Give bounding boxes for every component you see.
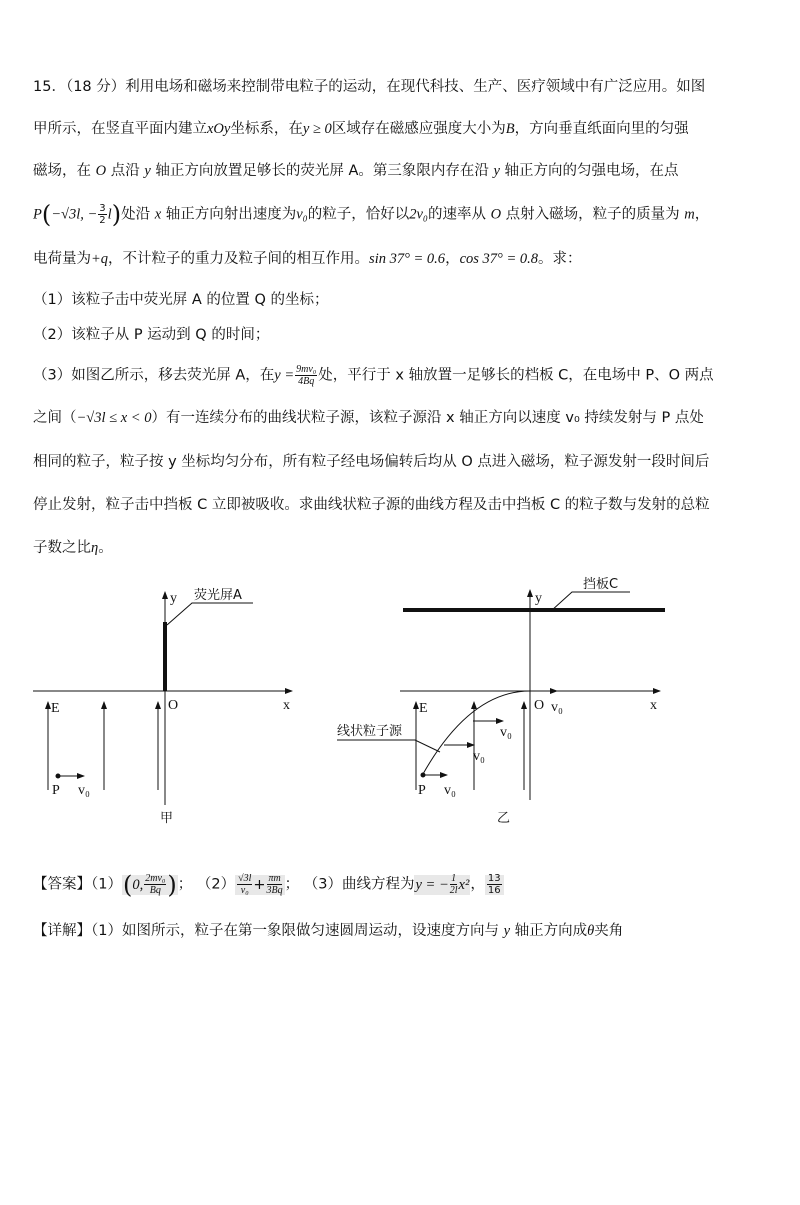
v0-label: v₀ [444,783,456,798]
numerator: 1 [451,873,457,884]
denominator: Bq [149,885,161,896]
text: ，不计粒子的重力及粒子间的相互作用。 [108,251,370,267]
q-line-2 [33,118,689,140]
text: 点沿 [110,163,140,179]
y-label: y [170,591,177,606]
numerator: πm [268,873,281,884]
question-number: 15． [33,79,66,95]
text: 轴正方向射出速度为 [165,206,297,223]
math: 0, [132,876,144,893]
answer-tag: 【答案】 [33,876,91,893]
origin-label: O [168,698,179,713]
math: y [503,923,511,939]
math: 2v₀ [409,206,428,223]
text: （2） [196,876,236,893]
math: O [490,206,502,223]
text: 甲所示，在竖直平面内建立 [33,121,207,137]
sub-question-1: （1）该粒子击中荧光屏 A 的位置 Q 的坐标； [33,292,329,308]
source-label: 线状粒子源 [337,724,403,739]
math: P [33,206,42,223]
q3-line-4: 停止发射，粒子击中挡板 C 立即被吸收。求曲线状粒子源的曲线方程及击中挡板 C 的粒子数与发射的总粒 [33,497,710,513]
math: y [144,163,151,179]
text: （3）曲线方程为 [303,876,415,893]
math: −√3l ≤ x < 0 [76,410,152,426]
answer-3-ratio [485,875,504,895]
math: O [95,163,107,179]
x-label: x [650,698,657,713]
q-line-3 [33,160,679,182]
text: ， [470,876,485,893]
math: x [154,206,162,223]
plus: + [253,876,266,893]
numerator: 13 [487,873,501,884]
screen-label-leader [167,603,253,625]
figure-yi [337,590,665,800]
v0-label: v₀ [473,749,485,764]
figure-jia [33,592,292,805]
text: 之间（ [33,410,77,426]
math: y = − [415,876,449,893]
source-label-leader [337,740,440,752]
caption-jia: 甲 [160,811,174,826]
q3-line-2 [33,407,704,429]
answer-3-curve [414,875,470,895]
math: −√3l, − [51,206,98,223]
denominator: v₀ [240,885,249,896]
q3-line-5 [33,537,113,559]
text: 夹角 [594,923,624,939]
denominator: 3Bq [266,885,283,896]
fraction [237,873,252,896]
text: 轴正方向的匀强电场，在点 [504,163,679,179]
origin-label: O [534,698,545,713]
text: 点射入磁场，粒子的质量为 [505,206,680,223]
v0-label: v₀ [500,725,512,740]
text: 电荷量为 [33,251,91,267]
detail-line [33,920,623,942]
text: ； [177,876,193,893]
text: 处沿 [121,206,151,223]
figure-jia-labels [51,587,290,826]
text: 。 [98,540,113,556]
text: 的速率从 [427,206,486,223]
text: ； [284,876,300,893]
y-label: y [535,591,542,606]
math: η [91,540,99,556]
text: 子数之比 [33,540,91,556]
math: cos 37° = 0.8 [459,251,538,267]
math: y ≥ 0 [302,121,332,137]
fraction [295,364,317,387]
caption-yi: 乙 [497,811,511,826]
q-line-1 [33,76,705,98]
answer-line [33,870,504,899]
v0-label: v₀ [78,783,90,798]
fraction [487,873,502,896]
numerator: √3l [238,873,252,884]
math: v₀ [296,206,308,223]
text: 。求： [537,251,582,267]
sub-question-2: （2）该粒子从 P 运动到 Q 的时间； [33,327,270,343]
denominator: 4Bq [298,376,315,387]
fraction [450,873,458,896]
fraction [98,203,106,226]
text: ，方向垂直纸面向里的匀强 [514,121,689,137]
text: 轴正方向放置足够长的荧光屏 A。第三象限内存在沿 [155,163,489,179]
plate-label: 挡板C [583,577,619,592]
text: 磁场，在 [33,163,91,179]
text: 利用电场和磁场来控制带电粒子的运动，在现代科技、生产、医疗领域中有广泛应用。如图 [125,79,706,95]
p-label: P [52,783,60,798]
e-label: E [51,701,60,716]
sub-question-3 [33,364,714,387]
math: y [493,163,500,179]
answer-1: (0, $\frac{\text{2mv₀}}{Bq}$ ) [122,870,177,899]
numerator: 9mv₀ [296,364,317,375]
fraction [144,873,166,896]
text: 区域存在磁感应强度大小为 [331,121,506,137]
point-p [421,773,425,777]
text: （3）如图乙所示，移去荧光屏 A，在 [33,367,275,384]
screen-label: 荧光屏A [194,588,242,603]
math: xOy [207,121,231,137]
v0-label: v₀ [551,700,563,715]
q-line-4: P(−√3l, − $\frac{3}{2}$ l)处沿 x 轴正方向射出速度为v₀的粒子，恰好以2v₀的速率从 O 点射入磁场，粒子的质量为 m， [33,200,710,229]
math: m [684,206,695,223]
x-label: x [283,698,290,713]
q3-line-3: 相同的粒子，粒子按 y 坐标均匀分布，所有粒子经电场偏转后均从 O 点进入磁场，粒子源发射一段时间后 [33,454,710,470]
text: 轴正方向成 [514,923,588,939]
denominator: 16 [487,885,501,896]
q-line-5 [33,248,581,270]
answer-2 [235,875,285,895]
text: （1） [91,876,122,893]
math: sin 37° = 0.6 [369,251,446,267]
numerator: 2mv₀ [145,873,166,884]
fraction [267,873,283,896]
text: ， [445,251,460,267]
text: 的粒子，恰好以 [307,206,410,223]
figures [0,570,800,830]
math: B [505,121,515,137]
text: 坐标系，在 [230,121,303,137]
figure-yi-labels [337,576,657,826]
text: 处，平行于 x 轴放置一足够长的档板 C，在电场中 P、O 两点 [318,367,714,384]
math: +q [91,251,109,267]
math: l [107,206,112,223]
math: y = [274,367,295,384]
text: （1）如图所示，粒子在第一象限做匀速圆周运动，设速度方向与 [91,923,499,939]
denominator: 2 [99,215,106,226]
e-label: E [419,701,428,716]
math: x² [458,876,470,893]
text: ）有一连续分布的曲线状粒子源，该粒子源沿 x 轴正方向以速度 v₀ 持续发射与 P 点处 [151,410,704,426]
numerator: 3 [99,203,106,214]
p-label: P [418,783,426,798]
denominator: 2l [449,885,458,896]
text: ， [694,206,710,223]
question-points: （18 分） [65,79,126,95]
detail-tag: 【详解】 [33,923,91,939]
math: θ [587,923,595,939]
